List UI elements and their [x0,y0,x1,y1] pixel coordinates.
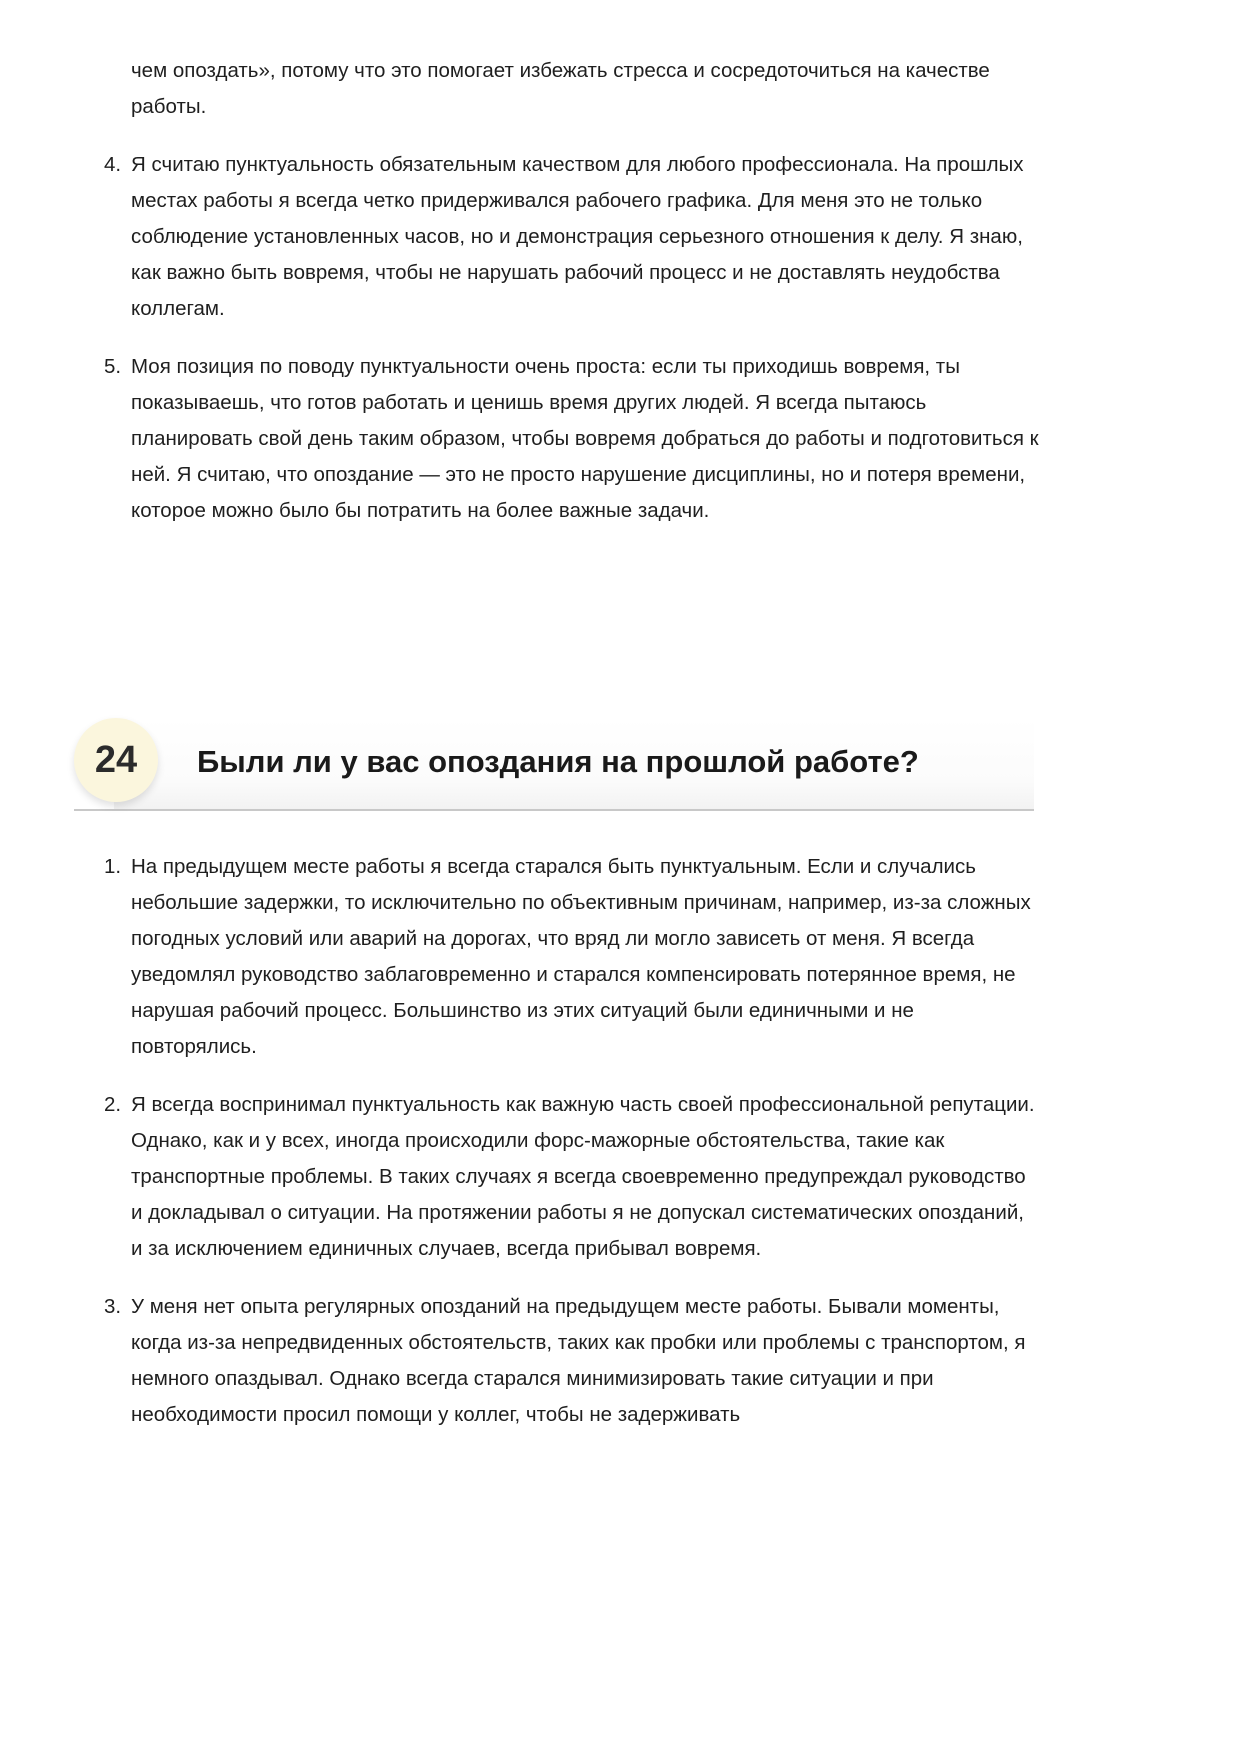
question-title: Были ли у вас опоздания на прошлой работе? [197,744,919,779]
list-item [104,1289,1040,1433]
header-divider [74,809,1034,811]
question-header [74,718,1034,811]
list-item-number: 1. [104,855,122,878]
continued-paragraph: чем опоздать», потому что это помогает избежать стресса и сосредоточиться на качестве работы. [131,59,990,118]
list-item [104,849,1040,1065]
list-item [104,1087,1040,1267]
question-number-badge: 24 [74,718,158,802]
list-item-text: Я всегда воспринимал пунктуальность как важную часть своей профессиональной репутации. Однако, как и у всех, иногда происходили форс-мажорные обстоятельства, такие как транспортные проблемы. В таких случаях я всегда своевременно предупреждал руководство и докладывал о ситуации. На протяжении работы я не допускал систематических опозданий, и за исключением единичных случаев, всегда прибывал вовремя. [131,1093,1035,1260]
list-item [104,349,1040,529]
previous-answers-list [104,147,1040,529]
list-item-text: Я считаю пунктуальность обязательным качеством для любого профессионала. На прошлых местах работы я всегда четко придерживался рабочего графика. Для меня это не только соблюдение установленных часов, но и демонстрация серьезного отношения к делу. Я знаю, как важно быть вовремя, чтобы не нарушать рабочий процесс и не доставлять неудобства коллегам. [131,153,1024,320]
list-item-text: На предыдущем месте работы я всегда старался быть пунктуальным. Если и случались небольшие задержки, то исключительно по объективным причинам, например, из-за сложных погодных условий или аварий на дорогах, что вряд ли могло зависеть от меня. Я всегда уведомлял руководство заблаговременно и старался компенсировать потерянное время, не нарушая рабочий процесс. Большинство из этих ситуаций были единичными и не повторялись. [131,855,1031,1058]
list-item [104,147,1040,327]
list-item-text: У меня нет опыта регулярных опозданий на предыдущем месте работы. Бывали моменты, когда из-за непредвиденных обстоятельств, таких как пробки или проблемы с транспортом, я немного опаздывал. Однако всегда старался минимизировать такие ситуации и при необходимости просил помощи у коллег, чтобы не задерживать [131,1295,1026,1426]
list-item-text: Моя позиция по поводу пунктуальности очень проста: если ты приходишь вовремя, ты показываешь, что готов работать и ценишь время других людей. Я всегда пытаюсь планировать свой день таким образом, чтобы вовремя добраться до работы и подготовиться к ней. Я считаю, что опоздание — это не просто нарушение дисциплины, но и потеря времени, которое можно было бы потратить на более важные задачи. [131,355,1039,522]
list-item-number: 2. [104,1093,122,1116]
list-item-number: 4. [104,153,122,176]
list-item-number: 3. [104,1295,122,1318]
answers-list [104,849,1040,1433]
list-item-number: 5. [104,355,122,378]
